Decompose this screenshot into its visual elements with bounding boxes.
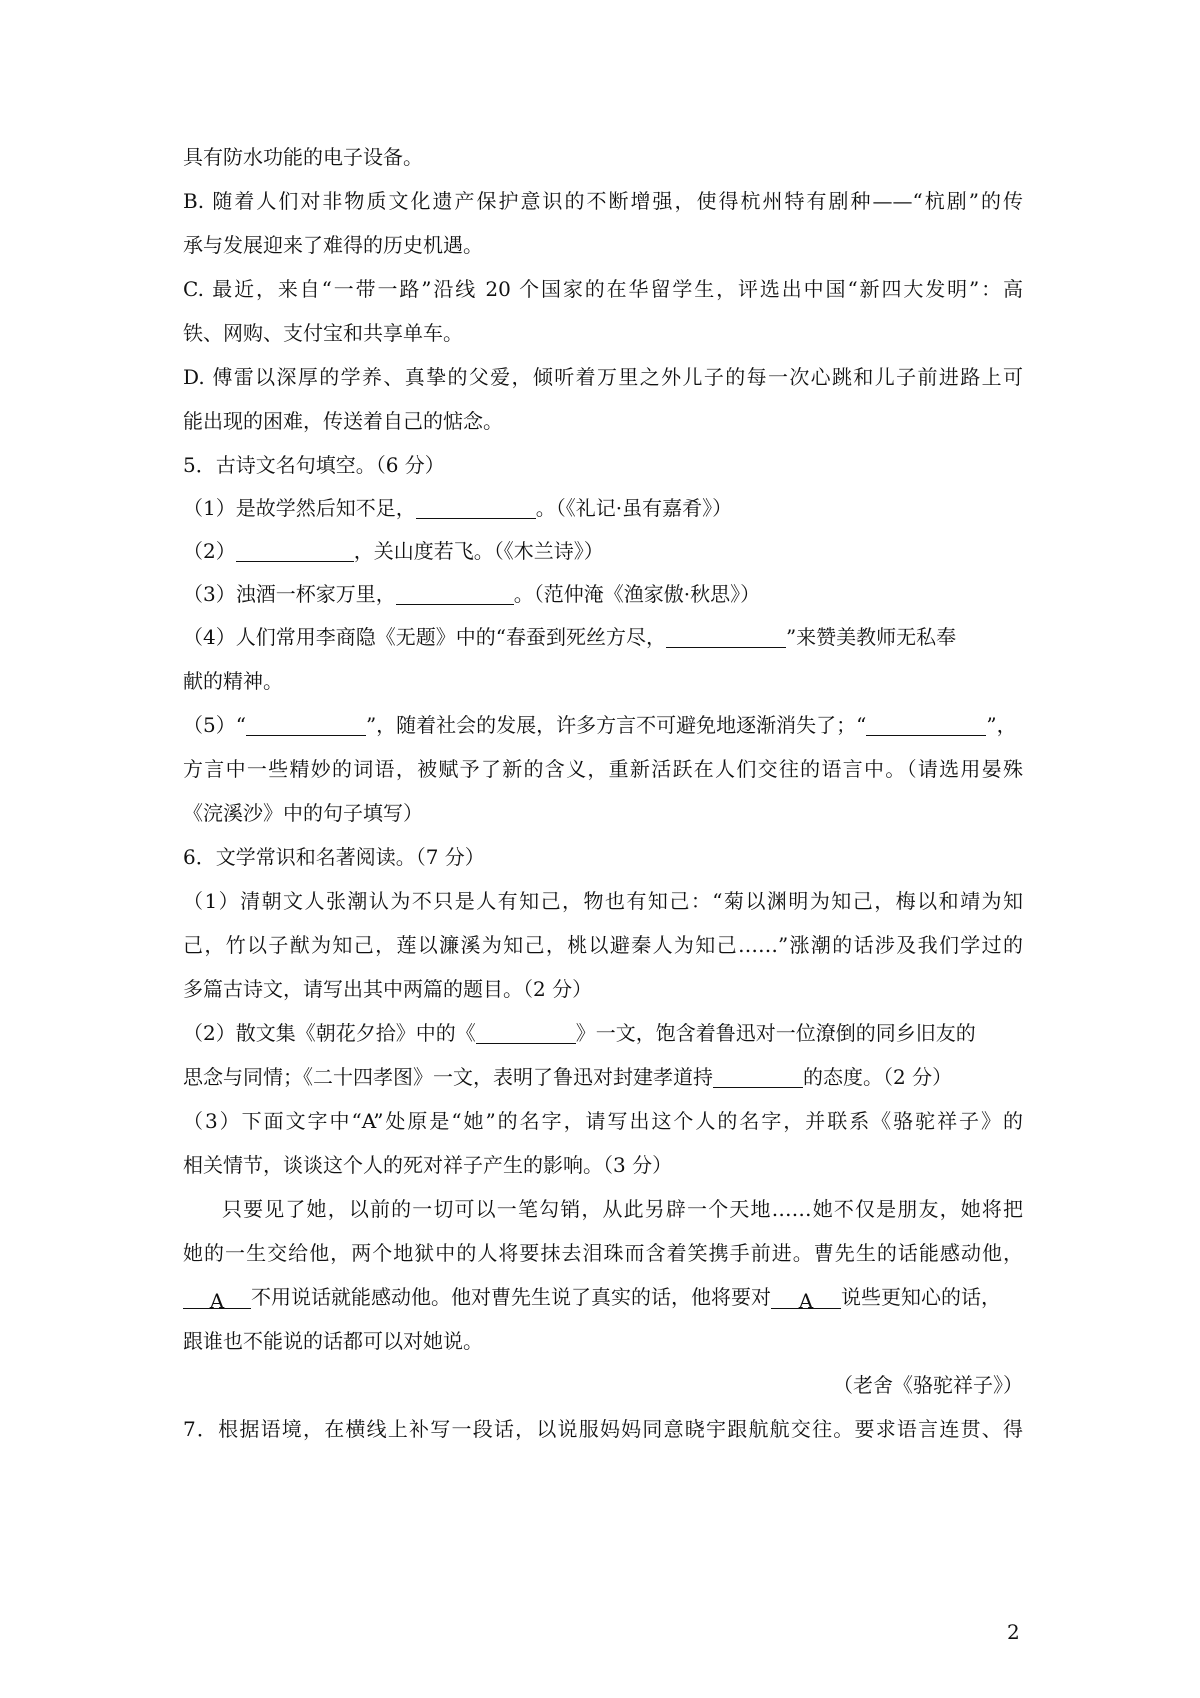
question-5-3 [183, 579, 1023, 609]
q5-3-text: （3）浊酒一杯家万里， [183, 582, 396, 606]
q5-5-middle: ”，随着社会的发展，许多方言不可避免地逐渐消失了；“ [365, 713, 867, 737]
q6-2-text: （2）散文集《朝花夕拾》中的《 [183, 1021, 476, 1045]
option-a-continuation: 具有防水功能的电子设备。 [183, 145, 423, 169]
excerpt-line3 [183, 1282, 1023, 1312]
excerpt-line4: 跟谁也不能说的话都可以对她说。 [183, 1329, 483, 1353]
q5-2-num: （2） [183, 539, 236, 563]
q5-5-end: ”， [986, 713, 1017, 737]
question-6-3-line2: 相关情节，谈谈这个人的死对祥子产生的影响。（3 分） [183, 1153, 673, 1177]
question-6-2-line1 [183, 1018, 1023, 1048]
answer-blank[interactable] [416, 496, 536, 519]
page-number: 2 [1007, 1620, 1020, 1644]
excerpt-line3-text: 不用说话就能感动他。他对曹先生说了真实的话，他将要对 [251, 1285, 771, 1309]
question-5-5-line3: 《浣溪沙》中的句子填写） [183, 801, 423, 825]
q6-2-text2: 思念与同情；《二十四孝图》一文，表明了鲁迅对封建孝道持 [183, 1065, 713, 1089]
q5-4-text: （4）人们常用李商隐《无题》中的“春蚕到死丝方尽， [183, 625, 666, 649]
question-6-3-line1: （3）下面文字中“A”处原是“她”的名字，请写出这个人的名字，并联系《骆驼祥子》的 [183, 1109, 1023, 1133]
question-5-title: 5．古诗文名句填空。（6 分） [183, 453, 445, 477]
q5-4-text-end: ”来赞美教师无私奉 [785, 625, 957, 649]
q5-2-text: ，关山度若飞。（《木兰诗》） [353, 539, 604, 563]
excerpt-blank-a: A [771, 1286, 841, 1309]
q6-2-score: 的态度。（2 分） [803, 1065, 953, 1089]
q5-3-source: 。（范仲淹《渔家傲·秋思》） [513, 582, 761, 606]
answer-blank[interactable] [236, 539, 354, 562]
question-6-2-line2 [183, 1062, 1023, 1092]
answer-blank[interactable] [476, 1021, 576, 1044]
q5-1-source: 。（《礼记·虽有嘉肴》） [535, 496, 733, 520]
option-d-line2: 能出现的困难，传送着自己的惦念。 [183, 409, 503, 433]
question-7-title: 7．根据语境，在横线上补写一段话，以说服妈妈同意晓宇跟航航交往。要求语言连贯、得 [183, 1417, 1023, 1441]
q5-5-num: （5）“ [183, 713, 246, 737]
question-5-5-line2: 方言中一些精妙的词语，被赋予了新的含义，重新活跃在人们交往的语言中。（请选用晏殊 [183, 757, 1023, 781]
excerpt-line1: 只要见了她，以前的一切可以一笔勾销，从此另辟一个天地……她不仅是朋友，她将把 [222, 1197, 1023, 1221]
question-6-1-line3: 多篇古诗文，请写出其中两篇的题目。（2 分） [183, 977, 593, 1001]
option-d-line1: D. 傅雷以深厚的学养、真挚的父爱，倾听着万里之外儿子的每一次心跳和儿子前进路上可 [183, 365, 1023, 389]
answer-blank[interactable] [396, 582, 514, 605]
q6-2-text-end: 》一文，饱含着鲁迅对一位潦倒的同乡旧友的 [575, 1021, 976, 1045]
answer-blank[interactable] [246, 713, 366, 736]
excerpt-source: （老舍《骆驼祥子》） [833, 1373, 1023, 1397]
question-6-1-line1: （1）清朝文人张潮认为不只是人有知己，物也有知己：“菊以渊明为知己，梅以和靖为知 [183, 889, 1023, 913]
excerpt-line3-end: 说些更知心的话， [841, 1285, 1001, 1309]
answer-blank[interactable] [666, 625, 786, 648]
question-5-4-line1 [183, 622, 1023, 652]
excerpt-blank-a: A [183, 1286, 251, 1309]
q5-1-text: （1）是故学然后知不足， [183, 496, 416, 520]
question-5-5-line1 [183, 710, 1023, 740]
question-5-2 [183, 536, 1023, 566]
answer-blank[interactable] [866, 713, 986, 736]
option-c-line1: C. 最近，来自“一带一路”沿线 20 个国家的在华留学生，评选出中国“新四大发明”：高 [183, 277, 1023, 301]
option-b-line1: B. 随着人们对非物质文化遗产保护意识的不断增强，使得杭州特有剧种——“杭剧”的传 [183, 189, 1023, 213]
option-b-line2: 承与发展迎来了难得的历史机遇。 [183, 233, 483, 257]
question-6-1-line2: 己，竹以子猷为知己，莲以濂溪为知己，桃以避秦人为知己……”涨潮的话涉及我们学过的 [183, 933, 1023, 957]
question-5-4-line2: 献的精神。 [183, 669, 283, 693]
answer-blank[interactable] [713, 1065, 803, 1088]
excerpt-line2: 她的一生交给他，两个地狱中的人将要抹去泪珠而含着笑携手前进。曹先生的话能感动他， [183, 1241, 1023, 1265]
option-c-line2: 铁、网购、支付宝和共享单车。 [183, 321, 463, 345]
question-5-1 [183, 493, 1023, 523]
question-6-title: 6．文学常识和名著阅读。（7 分） [183, 845, 485, 869]
